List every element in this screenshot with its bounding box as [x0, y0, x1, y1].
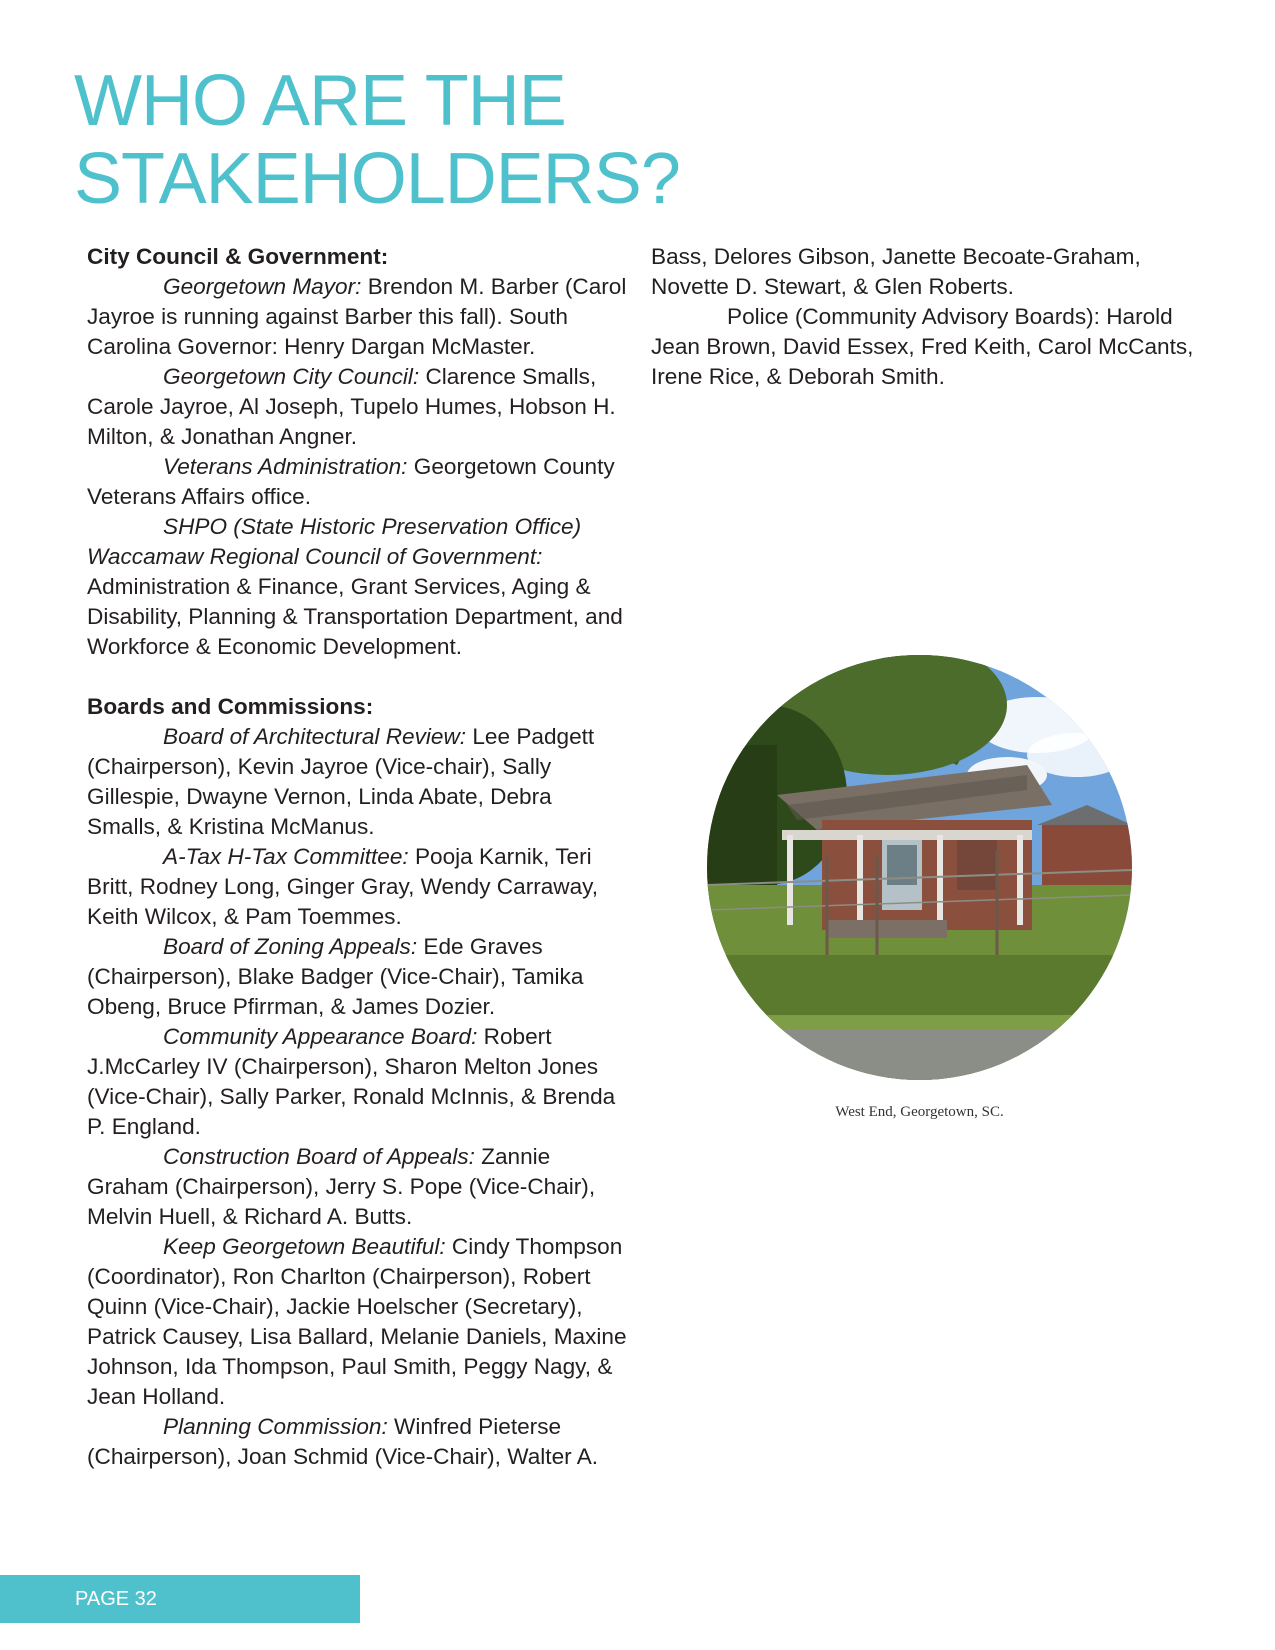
right-column	[651, 242, 1211, 392]
architectural-text: Lee Padgett (Chairperson), Kevin Jayroe (Vice-chair), Sally Gillespie, Dwayne Vernon, Linda Abate, Debra Smalls, & Kristina McManus.	[87, 724, 595, 839]
zoning-label: Board of Zoning Appeals:	[163, 934, 418, 959]
house-illustration	[707, 655, 1132, 1080]
page-title-line-1: WHO ARE THE	[74, 61, 566, 141]
boards-heading: Boards and Commissions:	[87, 694, 374, 719]
photo-caption: West End, Georgetown, SC.	[835, 1104, 1004, 1120]
atax-label: A-Tax H-Tax Committee:	[163, 844, 409, 869]
veterans-entry	[87, 452, 632, 512]
atax-text: Pooja Karnik, Teri Britt, Rodney Long, Ginger Gray, Wendy Carraway, Keith Wilcox, & Pam Toemmes.	[87, 844, 599, 929]
house-photo	[707, 655, 1132, 1080]
council-text: Clarence Smalls, Carole Jayroe, Al Joseph, Tupelo Humes, Hobson H. Milton, & Jonathan Angner.	[87, 364, 616, 449]
waccamaw-text: Administration & Finance, Grant Services, Aging & Disability, Planning & Transportation Department, and Workforce & Economic Development.	[87, 574, 623, 659]
council-entry	[87, 362, 632, 452]
council-label: Georgetown City Council:	[163, 364, 420, 389]
architectural-entry	[87, 722, 632, 842]
zoning-entry	[87, 932, 632, 1022]
mayor-label: Georgetown Mayor:	[163, 274, 362, 299]
waccamaw-label: Waccamaw Regional Council of Government:	[87, 544, 543, 569]
construction-text: Zannie Graham (Chairperson), Jerry S. Pope (Vice-Chair), Melvin Huell, & Richard A. Butts.	[87, 1144, 596, 1229]
appearance-entry	[87, 1022, 632, 1142]
mayor-entry	[87, 272, 632, 362]
beautiful-text: Cindy Thompson (Coordinator), Ron Charlton (Chairperson), Robert Quinn (Vice-Chair), Jackie Hoelscher (Secretary), Patrick Causey, Lisa Ballard, Melanie Daniels, Maxine Johnson, Ida Thompson, Paul Smith, Peggy Nagy, & Jean Holland.	[87, 1234, 627, 1409]
page-footer	[0, 1575, 360, 1623]
veterans-text: Georgetown County Veterans Affairs office.	[87, 454, 615, 509]
veterans-label: Veterans Administration:	[163, 454, 408, 479]
appearance-label: Community Appearance Board:	[163, 1024, 478, 1049]
planning-text: Winfred Pieterse (Chairperson), Joan Schmid (Vice-Chair), Walter A.	[87, 1414, 599, 1469]
page-title	[74, 62, 680, 218]
construction-label: Construction Board of Appeals:	[163, 1144, 475, 1169]
shpo-label: SHPO (State Historic Preservation Office)	[163, 514, 582, 539]
architectural-label: Board of Architectural Review:	[163, 724, 467, 749]
planning-continued: Bass, Delores Gibson, Janette Becoate-Graham, Novette D. Stewart, & Glen Roberts.	[651, 244, 1141, 299]
zoning-text: Ede Graves (Chairperson), Blake Badger (Vice-Chair), Tamika Obeng, Bruce Pfirrman, & James Dozier.	[87, 934, 584, 1019]
left-column	[87, 242, 632, 1472]
shpo-entry	[87, 512, 632, 542]
beautiful-label: Keep Georgetown Beautiful:	[163, 1234, 446, 1259]
section-gap	[87, 662, 632, 692]
page-number: PAGE 32	[75, 1588, 157, 1610]
mayor-text: Brendon M. Barber (Carol Jayroe is running against Barber this fall). South Carolina Governor: Henry Dargan McMaster.	[87, 274, 627, 359]
planning-label: Planning Commission:	[163, 1414, 388, 1439]
police-entry: Police (Community Advisory Boards): Harold Jean Brown, David Essex, Fred Keith, Carol McCants, Irene Rice, & Deborah Smith.	[651, 304, 1194, 389]
appearance-text: Robert J.McCarley IV (Chairperson), Sharon Melton Jones (Vice-Chair), Sally Parker, Ronald McInnis, & Brenda P. England.	[87, 1024, 616, 1139]
planning-entry	[87, 1412, 632, 1472]
beautiful-entry	[87, 1232, 632, 1412]
atax-entry	[87, 842, 632, 932]
construction-entry	[87, 1142, 632, 1232]
waccamaw-entry	[87, 542, 632, 662]
city-council-heading: City Council & Government:	[87, 244, 389, 269]
page-title-line-2: STAKEHOLDERS?	[74, 139, 680, 219]
